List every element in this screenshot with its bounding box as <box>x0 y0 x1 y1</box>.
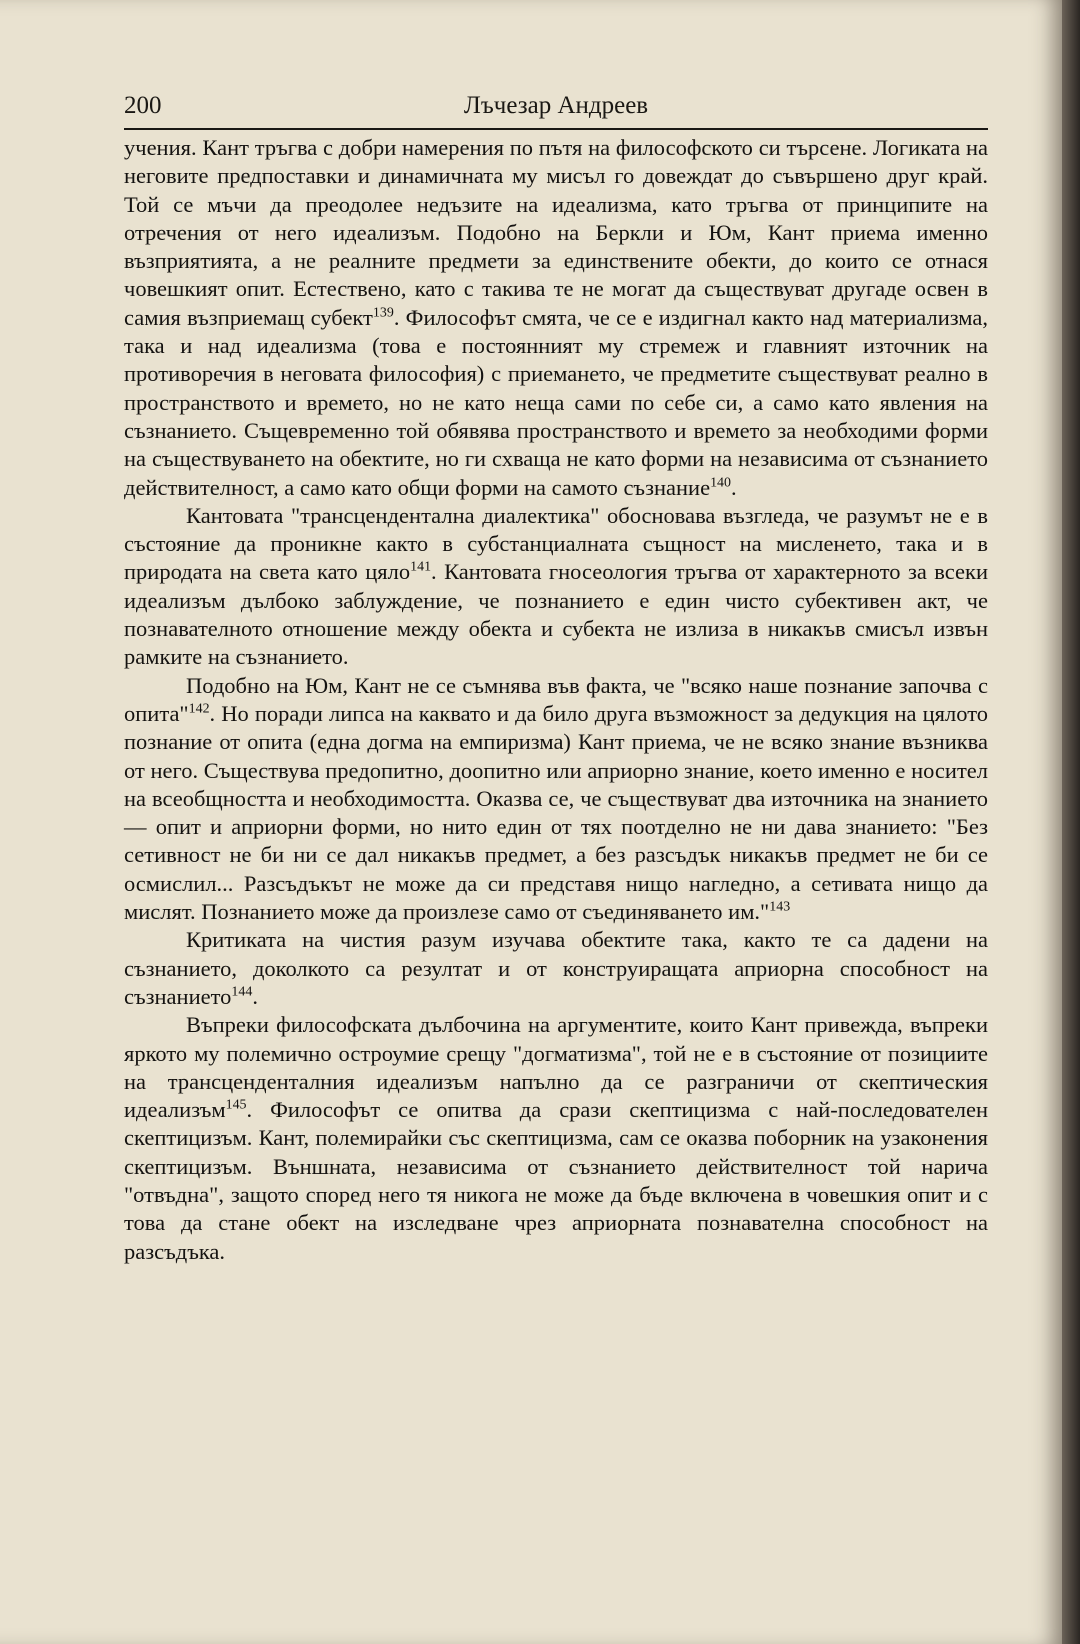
paragraph-text: . <box>252 983 258 1009</box>
footnote-ref-142: 142 <box>188 701 210 717</box>
paragraph-1 <box>124 134 988 502</box>
footnote-ref-143: 143 <box>769 899 791 915</box>
paragraph-text: учения. Кант тръгва с добри намерения по пътя на философското си търсене. Логиката на неговите предпоставки и динамичната му мисъл го довеждат до съвършено друг край. Той се мъчи да преодолее недъзите на идеализма, като тръгва от принципите на отречения от него идеализъм. Подобно на Беркли и Юм, Кант приема именно възприятията, а не реалните предмети за единствените обекти, до които се отнася човешкият опит. Естествено, като с такива те не могат да съществуват другаде освен в самия възприемащ субект <box>124 135 988 330</box>
footnote-ref-139: 139 <box>372 305 394 321</box>
book-spine <box>1062 0 1080 1644</box>
paragraph-text: Въпреки философската дълбочина на аргументите, които Кант привежда, въпреки яркото му полемично остроумие срещу "догматизма", той не е в състояние от позициите на трансценденталния идеализъм напълно да се разграничи от скептическия идеализъм <box>124 1012 988 1123</box>
paragraph-4 <box>124 926 988 1011</box>
paragraph-text: Подобно на Юм, Кант не се съмнява във факта, че "всяко наше познание започва с опита" <box>124 672 988 726</box>
paragraph-text: . Философът смята, че се е издигнал както над материализма, така и над идеализма (това е постоянният му стремеж и главният източник на противоречия в неговата философия) с приемането, че предметите съществуват реално в пространството и времето, но не като неща сами по себе си, а само като явления на съзнанието. Същевременно той обявява пространството и времето за необходими форми на съществуването на обектите, но ги схваща не като форми на независима от съзнанието действителност, а само като общи форми на самото съзнание <box>124 304 988 500</box>
paragraph-text: . <box>730 474 737 500</box>
paragraph-text: . Кантовата гносеология тръгва от характерното за всеки идеализъм дълбоко заблуждение, че познанието е един чисто субективен акт, че познавателното отношение между обекта и субекта не излиза в никакъв смисъл извън рамките на съзнанието. <box>124 559 989 670</box>
footnote-ref-140: 140 <box>710 475 731 491</box>
footnote-ref-145: 145 <box>225 1097 247 1113</box>
paragraph-2 <box>124 502 988 672</box>
footnote-ref-144: 144 <box>231 984 253 1000</box>
page-header <box>124 86 988 126</box>
running-head: Лъчезар Андреев <box>463 92 649 119</box>
footnote-ref-141: 141 <box>410 559 432 575</box>
header-rule <box>124 128 988 130</box>
paragraph-text: . Но поради липса на каквато и да било друга възможност за дедукция на цялото познание от опита (една догма на емпиризма) Кант приема, че не всяко знание възниква от него. Съществува предопитно, доопитно или априорно знание, което именно е носител на всеобщността и необходимостта. Оказва се, че съществуват два източника на знанието — опит и априорни форми, но нито един от тях поотделно не ни дава знанието: "Без сетивност не би ни се дал никакъв предмет, а без разсъдък никакъв предмет не би се осмислил... Разсъдъкът не може да си представя нищо нагледно, а сетивата нищо да мислят. Познанието може да произлезе само от съединяването им." <box>124 700 988 925</box>
body-text <box>124 134 988 1266</box>
paragraph-text: Кантовата "трансцендентална диалектика" обосновава възгледа, че разумът не е в състояние да проникне както в субстанциалната същност на мисленето, така и в природата на света като цяло <box>124 502 988 585</box>
paragraph-5 <box>124 1011 988 1266</box>
paragraph-text: Критиката на чистия разум изучава обектите така, както те са дадени на съзнанието, доколкото са резултат и от конструиращата априорна способност на съзнанието <box>124 927 988 1009</box>
paragraph-3 <box>124 672 988 927</box>
page-number: 200 <box>124 92 162 119</box>
paragraph-text: . Философът се опитва да срази скептицизма с най-последователен скептицизъм. Кант, полемирайки със скептицизма, сам се оказва поборник на узаконения скептицизъм. Външната, независима от съзнанието действителност той нарича "отвъдна", защото според него тя никога не може да бъде включена в човешкия опит и с това да стане обект на изследване чрез априорната познавателна способност на разсъдъка. <box>124 1097 988 1264</box>
